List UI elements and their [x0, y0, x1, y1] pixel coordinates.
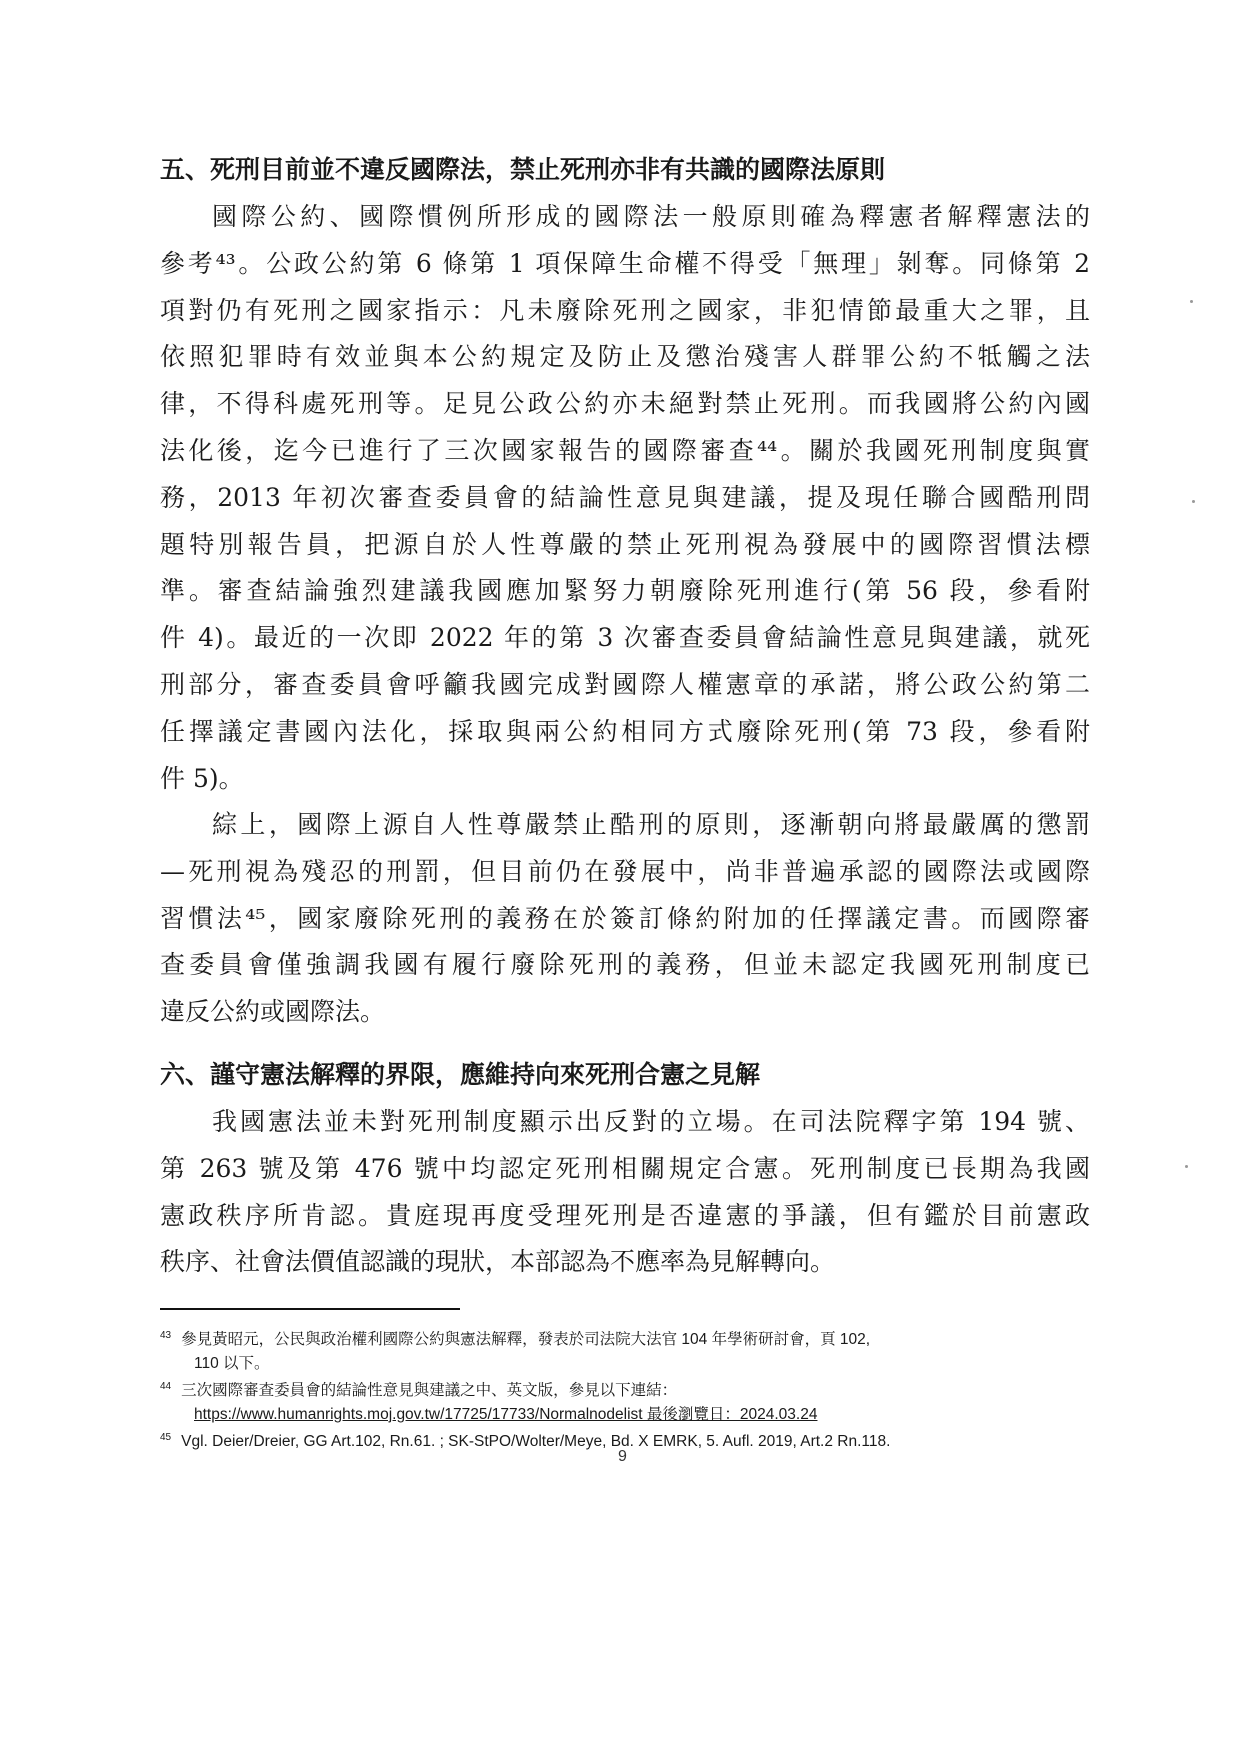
footnote-divider [160, 1308, 460, 1310]
text-line: 法化後，迄今已進行了三次國家報告的國際審查⁴⁴。關於我國死刑制度與實 [160, 435, 1090, 465]
section-5-paragraph-1 [160, 194, 1090, 802]
text-line: 件 5)。 [160, 763, 244, 793]
text-line: 依照犯罪時有效並與本公約規定及防止及懲治殘害人群罪公約不牴觸之法 [160, 342, 1090, 372]
scan-speck [1190, 300, 1193, 303]
section-6-heading: 六、謹守憲法解釋的界限，應維持向來死刑合憲之見解 [160, 1060, 761, 1089]
text-line: 律，不得科處死刑等。足見公政公約亦未絕對禁止死刑。而我國將公約內國 [160, 389, 1090, 419]
text-line: 習慣法⁴⁵，國家廢除死刑的義務在於簽訂條約附加的任擇議定書。而國際審 [160, 903, 1090, 933]
page-number: 9 [618, 1448, 627, 1465]
footnote-45: $^{45}$ Vgl. Deier/Dreier, GG Art.102, Rn.61. ; SK-StPO/Wolter/Meye, Bd. X EMRK, 5. Aufl. 2019, Art.2 Rn.118. [160, 1432, 891, 1450]
text-line: 秩序、社會法價值認識的現狀，本部認為不應率為見解轉向。 [160, 1247, 836, 1277]
text-line: 項對仍有死刑之國家指示：凡未廢除死刑之國家，非犯情節最重大之罪，且 [160, 295, 1090, 325]
text-line: 件 4)。最近的一次即 2022 年的第 3 次審查委員會結論性意見與建議，就死 [160, 623, 1090, 653]
section-5-paragraph-2 [160, 802, 1090, 1036]
text-line: 國際公約、國際慣例所形成的國際法一般原則確為釋憲者解釋憲法的 [212, 202, 1090, 231]
text-line: 刑部分，審查委員會呼籲我國完成對國際人權憲章的承諾，將公政公約第二 [160, 669, 1090, 699]
text-line: 任擇議定書國內法化，採取與兩公約相同方式廢除死刑(第 73 段，參看附 [160, 716, 1090, 746]
text-line: 參考⁴³。公政公約第 6 條第 1 項保障生命權不得受「無理」剝奪。同條第 2 [160, 248, 1090, 278]
text-line: 務，2013 年初次審查委員會的結論性意見與建議，提及現任聯合國酷刑問 [160, 482, 1090, 512]
text-line: 憲政秩序所肯認。貴庭現再度受理死刑是否違憲的爭議，但有鑑於目前憲政 [160, 1200, 1090, 1230]
text-line: 第 263 號及第 476 號中均認定死刑相關規定合憲。死刑制度已長期為我國 [160, 1153, 1090, 1183]
scan-speck [1192, 500, 1195, 503]
section-5-heading: 五、死刑目前並不違反國際法，禁止死刑亦非有共識的國際法原則 [160, 155, 886, 184]
footnote-43: $^{43}$ 參見黃昭元，公民與政治權利國際公約與憲法解釋，發表於司法院大法官 104 年學術研討會，頁 102, [160, 1330, 871, 1348]
text-line: 綜上，國際上源自人性尊嚴禁止酷刑的原則，逐漸朝向將最嚴厲的懲罰 [212, 810, 1090, 839]
footnote-44: $^{44}$ 三次國際審查委員會的結論性意見與建議之中、英文版，參見以下連結： [160, 1381, 678, 1399]
footnote-43-cont: 110 以下。 [194, 1354, 270, 1372]
text-line: 我國憲法並未對死刑制度顯示出反對的立場。在司法院釋字第 194 號、 [212, 1107, 1090, 1136]
text-line: 準。審查結論強烈建議我國應加緊努力朝廢除死刑進行(第 56 段，參看附 [160, 576, 1090, 606]
footnote-44-link[interactable]: https://www.humanrights.moj.gov.tw/17725/17733/Normalnodelist 最後瀏覽日：2024.03.24 [194, 1405, 818, 1423]
text-line: —死刑視為殘忍的刑罰，但目前仍在發展中，尚非普遍承認的國際法或國際 [160, 856, 1090, 886]
text-line: 查委員會僅強調我國有履行廢除死刑的義務，但並未認定我國死刑制度已 [160, 950, 1090, 980]
footnotes [160, 1324, 1090, 1454]
scan-speck [1185, 1165, 1188, 1168]
text-line: 違反公約或國際法。 [160, 997, 386, 1027]
section-6-paragraph-1 [160, 1099, 1090, 1286]
text-line: 題特別報告員，把源自於人性尊嚴的禁止死刑視為發展中的國際習慣法標 [160, 529, 1090, 559]
